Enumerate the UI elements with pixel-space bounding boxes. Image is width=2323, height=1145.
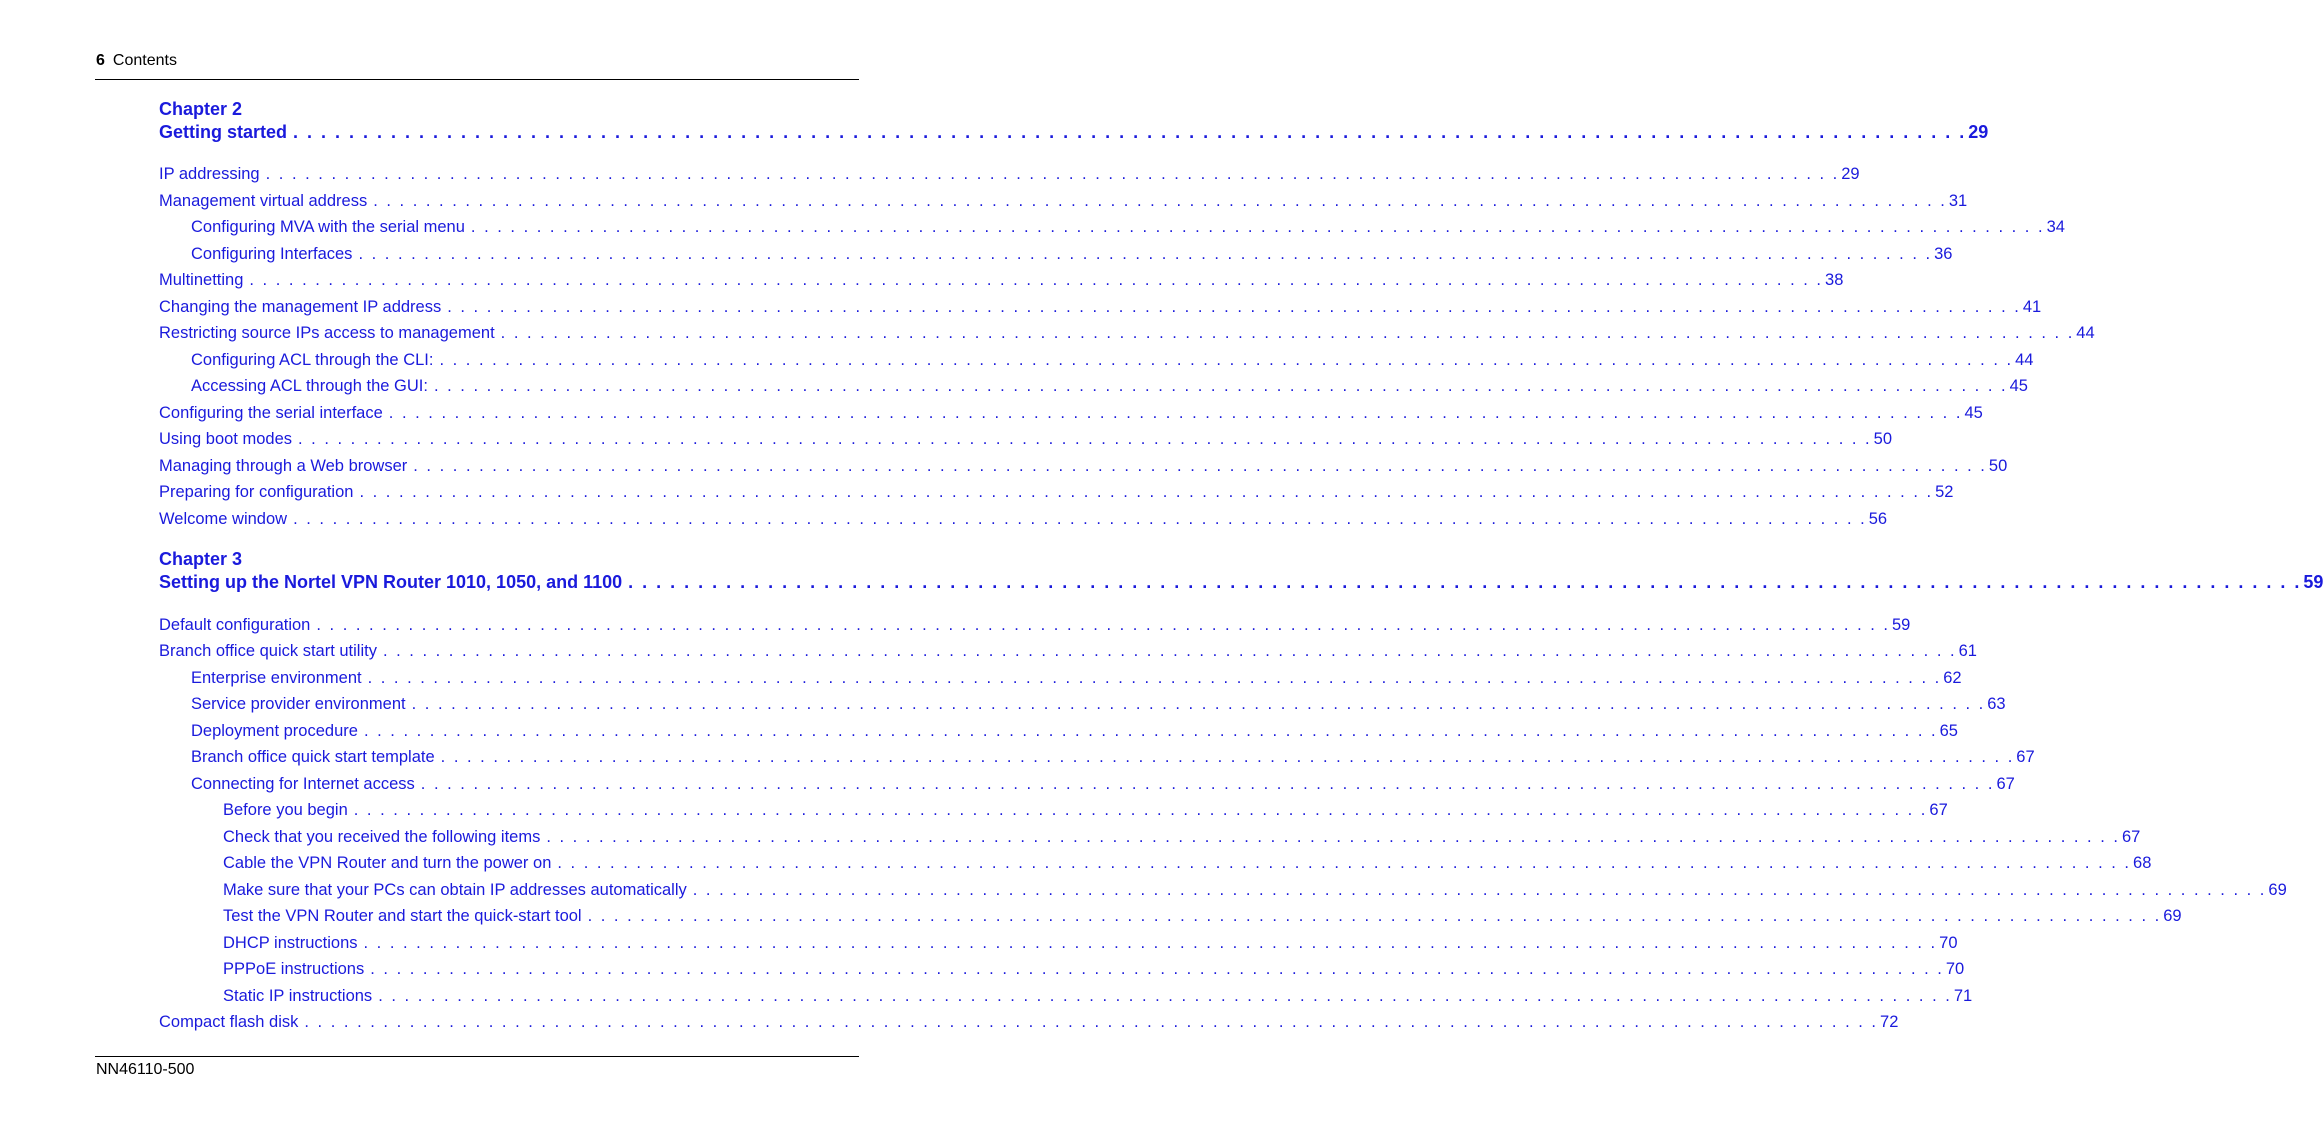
dot-leader: . . . . . . . . . . . . . . . . . . . . . . . . . . . . . . . . . . . . . . . . . . . . . . . . . . . . . . . . . . . . . . . . . . . . . . . . . . . . . . . . . . . . . . . . . . . . . . . . . . . . . . . . . . . . . . . . . . . . . . . .: [587, 907, 2162, 925]
chapter-page: 59: [2303, 572, 2323, 592]
dot-leader: . . . . . . . . . . . . . . . . . . . . . . . . . . . . . . . . . . . . . . . . . . . . . . . . . . . . . . . . . . . . . . . . . . . . . . . . . . . . . . . . . . . . . . . . . . . . . . . . . . . . . . . . . . . . . . . . . . . . . . . .: [359, 483, 1934, 501]
dot-leader: . . . . . . . . . . . . . . . . . . . . . . . . . . . . . . . . . . . . . . . . . . . . . . . . . . . . . . . . . . . . . . . . . . . . . . . . . . . . . . . . . . . . . . . . . . . . . . . . . . . . . . . . . . . . . . . . . . . . . . . .: [363, 722, 1938, 740]
chapter-title-line[interactable]: [159, 570, 2323, 594]
header-rule: [95, 79, 859, 80]
dot-leader: . . . . . . . . . . . . . . . . . . . . . . . . . . . . . . . . . . . . . . . . . . . . . . . . . . . . . . . . . . . . . . . . . . . . . . . . . . . . . . . . . . . . . . . . . . . . . . . . . . . . . . . . . . . . . . . . . . . . . . . .: [557, 854, 2132, 872]
toc-entry-configuring-interfaces[interactable]: [191, 243, 1953, 265]
entry-page: 65: [1939, 722, 1958, 740]
entry-title: Configuring Interfaces: [191, 245, 353, 263]
dot-leader: . . . . . . . . . . . . . . . . . . . . . . . . . . . . . . . . . . . . . . . . . . . . . . . . . . . . . . . . . . . . . . . . . . . . . . . . . . . . . . . . . . . . . . . . . . . . . . . . . . . . . . . . . . . . . . . . . . . . . . . .: [293, 122, 1967, 142]
page-number: 6: [96, 52, 105, 69]
entry-page: 52: [1935, 483, 1954, 501]
dot-leader: . . . . . . . . . . . . . . . . . . . . . . . . . . . . . . . . . . . . . . . . . . . . . . . . . . . . . . . . . . . . . . . . . . . . . . . . . . . . . . . . . . . . . . . . . . . . . . . . . . . . . . . . . . . . . . . . . . . . . . . .: [353, 801, 1928, 819]
chapter-label: Chapter 3: [159, 549, 243, 569]
entry-title: IP addressing: [159, 165, 260, 183]
toc-entry-before-you-begin[interactable]: [223, 799, 1948, 821]
entry-title: Restricting source IPs access to management: [159, 324, 495, 342]
dot-leader: . . . . . . . . . . . . . . . . . . . . . . . . . . . . . . . . . . . . . . . . . . . . . . . . . . . . . . . . . . . . . . . . . . . . . . . . . . . . . . . . . . . . . . . . . . . . . . . . . . . . . . . . . . . . . . . . . . . . . . . .: [265, 165, 1840, 183]
entry-page: 62: [1943, 669, 1962, 687]
toc-entry-boot-modes[interactable]: [159, 428, 1892, 450]
entry-page: 67: [2016, 748, 2035, 766]
toc-entry-compact-flash[interactable]: [159, 1011, 1899, 1033]
entry-title: Management virtual address: [159, 192, 368, 210]
entry-title: Compact flash disk: [159, 1013, 299, 1031]
toc-entry-test-router[interactable]: [223, 905, 2182, 927]
entry-page: 69: [2163, 907, 2182, 925]
toc-entry-cable-router[interactable]: [223, 852, 2152, 874]
header-section: Contents: [112, 52, 177, 69]
toc-entry-welcome-window[interactable]: [159, 508, 1888, 530]
chapter-title: Getting started: [159, 122, 288, 142]
toc-entry-quick-start-template[interactable]: [191, 746, 2035, 768]
toc-entry-multinetting[interactable]: [159, 269, 1844, 291]
dot-leader: . . . . . . . . . . . . . . . . . . . . . . . . . . . . . . . . . . . . . . . . . . . . . . . . . . . . . . . . . . . . . . . . . . . . . . . . . . . . . . . . . . . . . . . . . . . . . . . . . . . . . . . . . . . . . . . . . . . . . . . .: [440, 748, 2015, 766]
dot-leader: . . . . . . . . . . . . . . . . . . . . . . . . . . . . . . . . . . . . . . . . . . . . . . . . . . . . . . . . . . . . . . . . . . . . . . . . . . . . . . . . . . . . . . . . . . . . . . . . . . . . . . . . . . . . . . . . . . . . . . . .: [363, 934, 1938, 952]
toc-entry-ip-addressing[interactable]: [159, 163, 1860, 185]
entry-page: 63: [1987, 695, 2006, 713]
entry-title: PPPoE instructions: [223, 960, 365, 978]
running-header: [96, 51, 177, 71]
toc-entry-preparing-configuration[interactable]: [159, 481, 1954, 503]
entry-page: 36: [1934, 245, 1953, 263]
dot-leader: . . . . . . . . . . . . . . . . . . . . . . . . . . . . . . . . . . . . . . . . . . . . . . . . . . . . . . . . . . . . . . . . . . . . . . . . . . . . . . . . . . . . . . . . . . . . . . . . . . . . . . . . . . . . . . . . . . . . . . . .: [413, 457, 1987, 475]
toc-entry-configuring-mva[interactable]: [191, 216, 2065, 238]
toc-entry-management-virtual-address[interactable]: [159, 190, 1968, 212]
footer-rule: [95, 1056, 859, 1057]
chapter-title-line[interactable]: [159, 120, 1989, 144]
toc-entry-dhcp[interactable]: [223, 932, 1958, 954]
toc-entry-changing-management-ip[interactable]: [159, 296, 2042, 318]
toc-entry-check-items[interactable]: [223, 826, 2141, 848]
entry-title: Branch office quick start utility: [159, 642, 377, 660]
dot-leader: . . . . . . . . . . . . . . . . . . . . . . . . . . . . . . . . . . . . . . . . . . . . . . . . . . . . . . . . . . . . . . . . . . . . . . . . . . . . . . . . . . . . . . . . . . . . . . . . . . . . . . . . . . . . . . . . . . . . . . . .: [411, 695, 1986, 713]
entry-title: Default configuration: [159, 616, 311, 634]
chapter-page: 29: [1968, 122, 1989, 142]
toc-entry-default-configuration[interactable]: [159, 614, 1911, 636]
dot-leader: . . . . . . . . . . . . . . . . . . . . . . . . . . . . . . . . . . . . . . . . . . . . . . . . . . . . . . . . . . . . . . . . . . . . . . . . . . . . . . . . . . . . . . . . . . . . . . . . . . . . . . . . . . . . . . . . . . . . . . . .: [382, 642, 1957, 660]
dot-leader: . . . . . . . . . . . . . . . . . . . . . . . . . . . . . . . . . . . . . . . . . . . . . . . . . . . . . . . . . . . . . . . . . . . . . . . . . . . . . . . . . . . . . . . . . . . . . . . . . . . . . . . . . . . . . . . . . . . . . . . .: [447, 298, 2021, 316]
dot-leader: . . . . . . . . . . . . . . . . . . . . . . . . . . . . . . . . . . . . . . . . . . . . . . . . . . . . . . . . . . . . . . . . . . . . . . . . . . . . . . . . . . . . . . . . . . . . . . . . . . . . . . . . . . . . . . . . . . . . . . . .: [358, 245, 1933, 263]
entry-page: 70: [1939, 934, 1958, 952]
entry-title: Accessing ACL through the GUI:: [191, 377, 428, 395]
entry-title: Configuring MVA with the serial menu: [191, 218, 465, 236]
entry-title: Multinetting: [159, 271, 244, 289]
toc-entry-enterprise-environment[interactable]: [191, 667, 1962, 689]
entry-title: Static IP instructions: [223, 987, 373, 1005]
entry-page: 70: [1945, 960, 1965, 978]
entry-title: Cable the VPN Router and turn the power on: [223, 854, 552, 872]
entry-title: Make sure that your PCs can obtain IP addresses automatically: [223, 881, 687, 899]
dot-leader: . . . . . . . . . . . . . . . . . . . . . . . . . . . . . . . . . . . . . . . . . . . . . . . . . . . . . . . . . . . . . . . . . . . . . . . . . . . . . . . . . . . . . . . . . . . . . . . . . . . . . . . . . . . . . . . . . . . . . . . .: [316, 616, 1890, 634]
entry-page: 61: [1958, 642, 1977, 660]
entry-page: 29: [1841, 165, 1860, 183]
toc-entry-service-provider-environment[interactable]: [191, 693, 2006, 715]
toc-entry-pppoe[interactable]: [223, 958, 1965, 980]
entry-title: Check that you received the following items: [223, 828, 541, 846]
entry-page: 59: [1892, 616, 1911, 634]
dot-leader: . . . . . . . . . . . . . . . . . . . . . . . . . . . . . . . . . . . . . . . . . . . . . . . . . . . . . . . . . . . . . . . . . . . . . . . . . . . . . . . . . . . . . . . . . . . . . . . . . . . . . . . . . . . . . . . . . . . . . . . .: [367, 669, 1942, 687]
dot-leader: . . . . . . . . . . . . . . . . . . . . . . . . . . . . . . . . . . . . . . . . . . . . . . . . . . . . . . . . . . . . . . . . . . . . . . . . . . . . . . . . . . . . . . . . . . . . . . . . . . . . . . . . . . . . . . . . . . . . . . . .: [304, 1013, 1879, 1031]
dot-leader: . . . . . . . . . . . . . . . . . . . . . . . . . . . . . . . . . . . . . . . . . . . . . . . . . . . . . . . . . . . . . . . . . . . . . . . . . . . . . . . . . . . . . . . . . . . . . . . . . . . . . . . . . . . . . . . . . . . . . . . .: [628, 572, 2302, 592]
dot-leader: . . . . . . . . . . . . . . . . . . . . . . . . . . . . . . . . . . . . . . . . . . . . . . . . . . . . . . . . . . . . . . . . . . . . . . . . . . . . . . . . . . . . . . . . . . . . . . . . . . . . . . . . . . . . . . . . . . . . . . . .: [546, 828, 2120, 846]
dot-leader: . . . . . . . . . . . . . . . . . . . . . . . . . . . . . . . . . . . . . . . . . . . . . . . . . . . . . . . . . . . . . . . . . . . . . . . . . . . . . . . . . . . . . . . . . . . . . . . . . . . . . . . . . . . . . . . . . . . . . . . .: [293, 510, 1867, 528]
chapter-title: Setting up the Nortel VPN Router 1010, 1050, and 1100: [159, 572, 623, 592]
entry-page: 31: [1948, 192, 1968, 210]
entry-page: 71: [1953, 987, 1973, 1005]
entry-page: 45: [1964, 404, 1983, 422]
toc-entry-deployment-procedure[interactable]: [191, 720, 1958, 742]
entry-title: Welcome window: [159, 510, 288, 528]
entry-page: 67: [2121, 828, 2141, 846]
dot-leader: . . . . . . . . . . . . . . . . . . . . . . . . . . . . . . . . . . . . . . . . . . . . . . . . . . . . . . . . . . . . . . . . . . . . . . . . . . . . . . . . . . . . . . . . . . . . . . . . . . . . . . . . . . . . . . . . . . . . . . . .: [298, 430, 1872, 448]
toc-entry-static-ip[interactable]: [223, 985, 1973, 1007]
entry-title: Changing the management IP address: [159, 298, 442, 316]
dot-leader: . . . . . . . . . . . . . . . . . . . . . . . . . . . . . . . . . . . . . . . . . . . . . . . . . . . . . . . . . . . . . . . . . . . . . . . . . . . . . . . . . . . . . . . . . . . . . . . . . . . . . . . . . . . . . . . . . . . . . . . .: [388, 404, 1963, 422]
chapter-label: Chapter 2: [159, 99, 243, 119]
dot-leader: . . . . . . . . . . . . . . . . . . . . . . . . . . . . . . . . . . . . . . . . . . . . . . . . . . . . . . . . . . . . . . . . . . . . . . . . . . . . . . . . . . . . . . . . . . . . . . . . . . . . . . . . . . . . . . . . . . . . . . . .: [500, 324, 2075, 342]
toc-entry-acl-cli[interactable]: [191, 349, 2034, 371]
entry-page: 44: [2015, 351, 2034, 369]
chapter-3-heading[interactable]: [159, 548, 2323, 594]
entry-page: 56: [1868, 510, 1888, 528]
entry-page: 45: [2009, 377, 2028, 395]
entry-title: DHCP instructions: [223, 934, 358, 952]
entry-title: Connecting for Internet access: [191, 775, 415, 793]
toc-entry-internet-access[interactable]: [191, 773, 2015, 795]
chapter-2-heading[interactable]: [159, 98, 1989, 144]
dot-leader: . . . . . . . . . . . . . . . . . . . . . . . . . . . . . . . . . . . . . . . . . . . . . . . . . . . . . . . . . . . . . . . . . . . . . . . . . . . . . . . . . . . . . . . . . . . . . . . . . . . . . . . . . . . . . . . . . . . . . . . .: [439, 351, 2014, 369]
dot-leader: . . . . . . . . . . . . . . . . . . . . . . . . . . . . . . . . . . . . . . . . . . . . . . . . . . . . . . . . . . . . . . . . . . . . . . . . . . . . . . . . . . . . . . . . . . . . . . . . . . . . . . . . . . . . . . . . . . . . . . . .: [433, 377, 2008, 395]
toc-entry-web-browser[interactable]: [159, 455, 2008, 477]
entry-page: 38: [1825, 271, 1844, 289]
dot-leader: . . . . . . . . . . . . . . . . . . . . . . . . . . . . . . . . . . . . . . . . . . . . . . . . . . . . . . . . . . . . . . . . . . . . . . . . . . . . . . . . . . . . . . . . . . . . . . . . . . . . . . . . . . . . . . . . . . . . . . . .: [420, 775, 1995, 793]
entry-page: 67: [1929, 801, 1948, 819]
dot-leader: . . . . . . . . . . . . . . . . . . . . . . . . . . . . . . . . . . . . . . . . . . . . . . . . . . . . . . . . . . . . . . . . . . . . . . . . . . . . . . . . . . . . . . . . . . . . . . . . . . . . . . . . . . . . . . . . . . . . . . . .: [692, 881, 2267, 899]
dot-leader: . . . . . . . . . . . . . . . . . . . . . . . . . . . . . . . . . . . . . . . . . . . . . . . . . . . . . . . . . . . . . . . . . . . . . . . . . . . . . . . . . . . . . . . . . . . . . . . . . . . . . . . . . . . . . . . . . . . . . . . .: [470, 218, 2045, 236]
dot-leader: . . . . . . . . . . . . . . . . . . . . . . . . . . . . . . . . . . . . . . . . . . . . . . . . . . . . . . . . . . . . . . . . . . . . . . . . . . . . . . . . . . . . . . . . . . . . . . . . . . . . . . . . . . . . . . . . . . . . . . . .: [370, 960, 1944, 978]
entry-page: 44: [2076, 324, 2095, 342]
entry-page: 34: [2046, 218, 2065, 236]
toc-entry-acl-gui[interactable]: [191, 375, 2028, 397]
toc-entry-serial-interface[interactable]: [159, 402, 1983, 424]
dot-leader: . . . . . . . . . . . . . . . . . . . . . . . . . . . . . . . . . . . . . . . . . . . . . . . . . . . . . . . . . . . . . . . . . . . . . . . . . . . . . . . . . . . . . . . . . . . . . . . . . . . . . . . . . . . . . . . . . . . . . . . .: [378, 987, 1952, 1005]
entry-title: Test the VPN Router and start the quick-start tool: [223, 907, 582, 925]
entry-page: 41: [2022, 298, 2042, 316]
toc-entry-branch-office-quick-start[interactable]: [159, 640, 1977, 662]
toc-entry-obtain-ip[interactable]: [223, 879, 2287, 901]
entry-title: Service provider environment: [191, 695, 406, 713]
entry-title: Deployment procedure: [191, 722, 358, 740]
entry-title: Configuring the serial interface: [159, 404, 383, 422]
entry-title: Preparing for configuration: [159, 483, 354, 501]
dot-leader: . . . . . . . . . . . . . . . . . . . . . . . . . . . . . . . . . . . . . . . . . . . . . . . . . . . . . . . . . . . . . . . . . . . . . . . . . . . . . . . . . . . . . . . . . . . . . . . . . . . . . . . . . . . . . . . . . . . . . . . .: [249, 271, 1824, 289]
entry-title: Before you begin: [223, 801, 348, 819]
entry-page: 72: [1880, 1013, 1899, 1031]
entry-title: Enterprise environment: [191, 669, 362, 687]
entry-page: 50: [1988, 457, 2008, 475]
toc-entry-restricting-source-ips[interactable]: [159, 322, 2095, 344]
entry-title: Branch office quick start template: [191, 748, 435, 766]
entry-page: 50: [1873, 430, 1892, 448]
entry-title: Using boot modes: [159, 430, 292, 448]
entry-page: 67: [1996, 775, 2015, 793]
entry-title: Configuring ACL through the CLI:: [191, 351, 434, 369]
entry-page: 69: [2268, 881, 2287, 899]
entry-page: 68: [2133, 854, 2152, 872]
entry-title: Managing through a Web browser: [159, 457, 408, 475]
footer-doc-id: NN46110-500: [96, 1061, 195, 1078]
dot-leader: . . . . . . . . . . . . . . . . . . . . . . . . . . . . . . . . . . . . . . . . . . . . . . . . . . . . . . . . . . . . . . . . . . . . . . . . . . . . . . . . . . . . . . . . . . . . . . . . . . . . . . . . . . . . . . . . . . . . . . . .: [373, 192, 1947, 210]
